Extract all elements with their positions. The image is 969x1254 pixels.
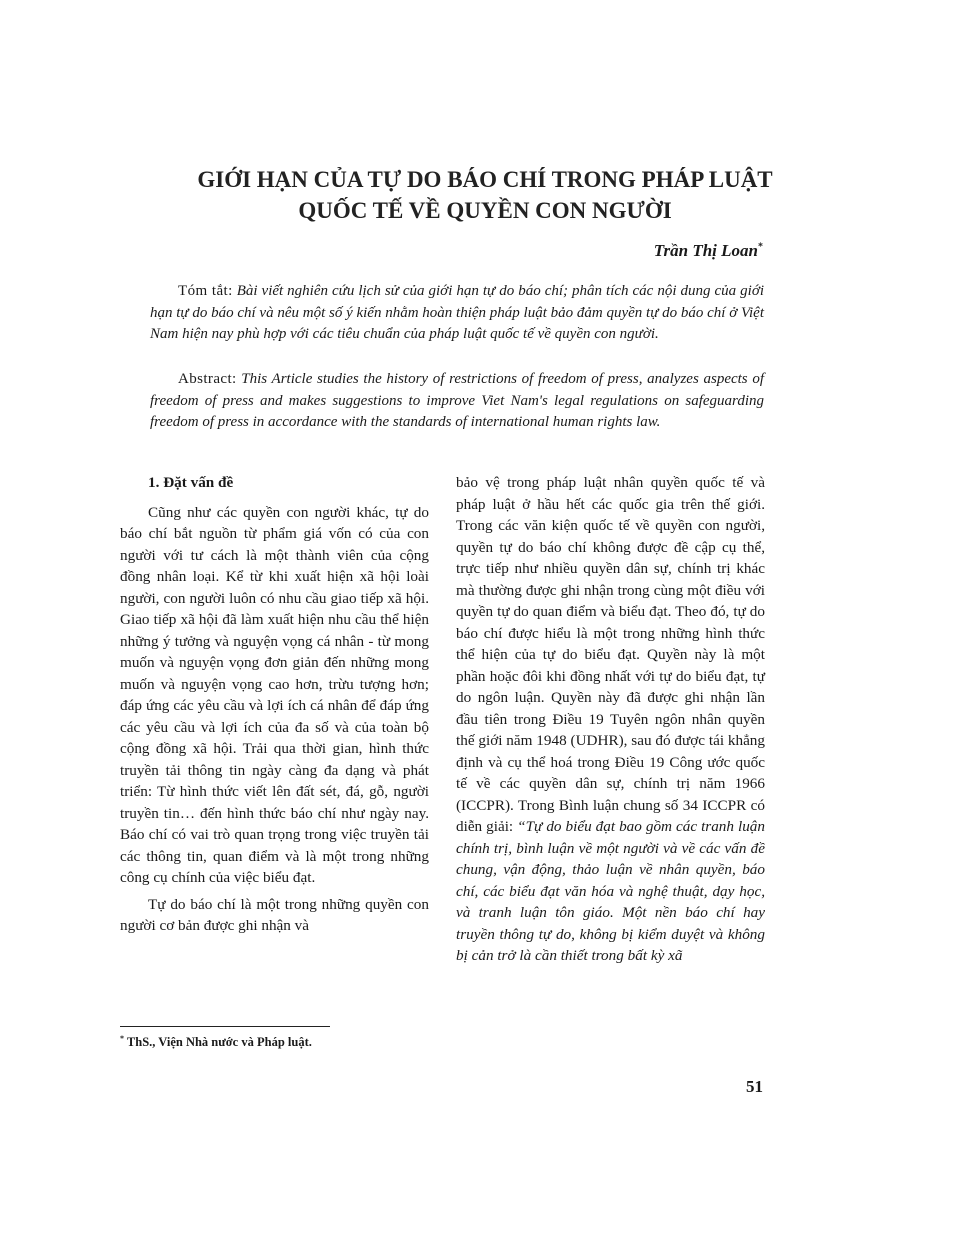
summary-text: Bài viết nghiên cứu lịch sử của giới hạn tự do báo chí; phân tích các nội dung của giới hạn tự do báo chí và nêu một số ý kiến nhằm hoàn thiện pháp luật bảo đảm quyền tự do báo chí ở Việt Nam hiện nay phù hợp với các tiêu chuẩn của pháp luật quốc tế về quyền con người. [150,283,764,342]
paragraph: Cũng như các quyền con người khác, tự do báo chí bắt nguồn từ phẩm giá vốn có của con người với tư cách là một thành viên của cộng đồng nhân loại. Kể từ khi xuất hiện xã hội loài người, con người luôn có nhu cầu giao tiếp xã hội. Giao tiếp xã hội đã làm xuất hiện nhu cầu thể hiện những ý tưởng và nguyện vọng cá nhân - từ mong muốn và nguyện vọng đơn giản đến những mong muốn và nguyện vọng cao hơn, trừu tượng hơn; đáp ứng các yêu cầu và lợi ích cá nhân để đáp ứng các yêu cầu và lợi ích của đa số và của toàn bộ cộng đồng xã hội. Trải qua thời gian, hình thức truyền tải thông tin ngày càng đa dạng và phát triển: Từ hình thức viết lên đất sét, đá, gỗ, người truyền tin… đến hình thức báo chí như ngày nay. Báo chí có vai trò quan trọng trong việc truyền tải các thông tin, quan điểm và là một trong những công cụ chính của việc biểu đạt. [120,503,429,886]
left-column [120,472,429,937]
author [654,241,763,261]
title-line-2: QUỐC TẾ VỀ QUYỀN CON NGƯỜI [298,198,672,223]
paragraph: Tự do báo chí là một trong những quyền con người cơ bản được ghi nhận và [120,895,429,934]
abstract-english [150,369,764,434]
footnote-mark: * [120,1034,124,1043]
right-column [456,472,765,967]
footnote [120,1034,312,1050]
footnote-divider [120,1026,330,1027]
author-footnote-mark: * [758,241,763,253]
paragraph [456,472,765,967]
abstract-label: Abstract: [178,371,237,387]
section-heading: 1. Đặt vấn đề [148,474,234,491]
paragraph-text: bảo vệ trong pháp luật nhân quyền quốc tế và pháp luật ở hầu hết các quốc gia trên thế giới. Trong các văn kiện quốc tế về quyền con người, quyền tự do báo chí không được đề cập cụ thể, trực tiếp như nhiều quyền dân sự, chính trị khác mà thường được ghi nhận trong cùng một điều với quyền tự do quan điểm và biểu đạt. Theo đó, tự do báo chí được hiểu là một trong những hình thức thể hiện của tự do biểu đạt. Quyền này là một phần hoặc đôi khi đồng nhất với tự do biểu đạt, tự do ngôn luận. Quyền này đã được ghi nhận lần đầu tiên trong Điều 19 Tuyên ngôn nhân quyền thế giới năm 1948 (UDHR), sau đó được tái khẳng định và cụ thể hoá trong Điều 19 Công ước quốc tế về các quyền dân sự, chính trị năm 1966 (ICCPR). Trong Bình luận chung số 34 ICCPR có diễn giải: [456,474,765,835]
abstract-text: This Article studies the history of restrictions of freedom of press, analyzes aspects of freedom of press and makes suggestions to improve Viet Nam's legal regulations on safeguarding freedom of press in accordance with the standards of international human rights law. [150,371,764,430]
quotation: “Tự do biểu đạt bao gồm các tranh luận chính trị, bình luận về một người và về các vấn đề chung, vận động, thảo luận về nhân quyền, báo chí, các biểu đạt văn hóa và nghệ thuật, dạy học, và tranh luận tôn giáo. Một nền báo chí hay truyền thông tự do, không bị kiểm duyệt và không bị cản trở là cần thiết trong bất kỳ xã [456,818,765,964]
page-number: 51 [746,1077,763,1096]
summary-vietnamese [150,281,764,346]
article-title [120,164,850,226]
author-name: Trần Thị Loan [653,241,758,260]
footnote-text: ThS., Viện Nhà nước và Pháp luật. [126,1035,312,1050]
summary-label: Tóm tắt: [178,283,233,299]
title-line-1: GIỚI HẠN CỦA TỰ DO BÁO CHÍ TRONG PHÁP LUẬT [197,167,773,192]
